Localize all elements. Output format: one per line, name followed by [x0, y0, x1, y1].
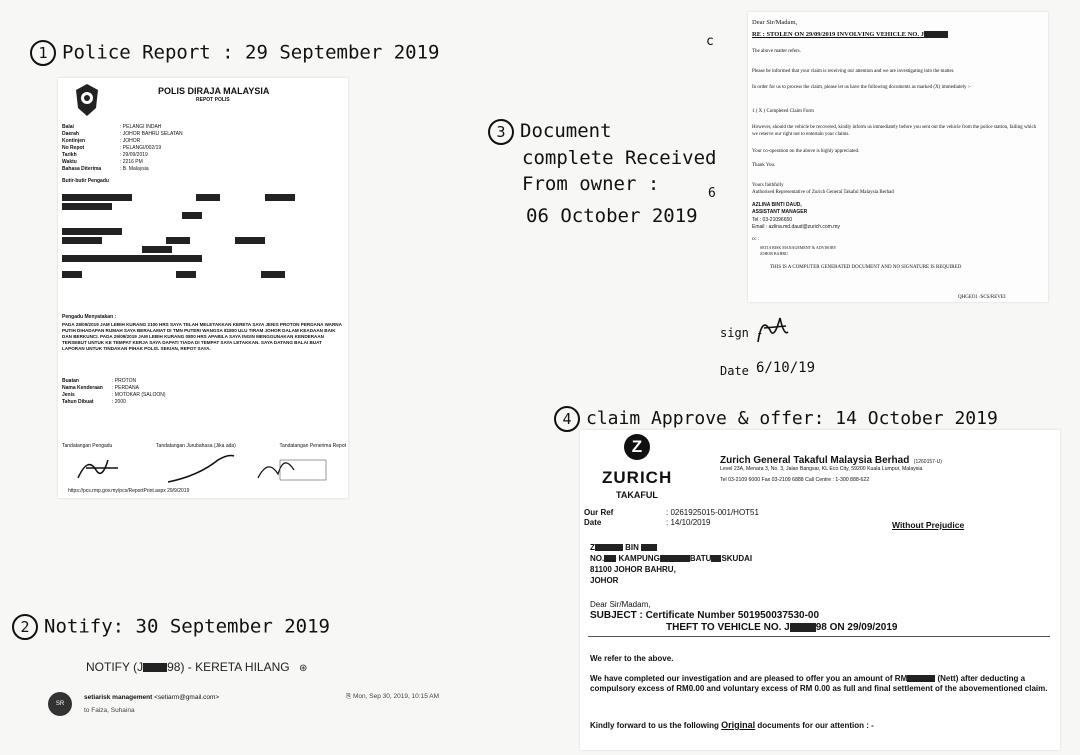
field-value: : 2216 PM [120, 159, 143, 165]
email-date [346, 692, 439, 701]
zurich-p2-end: (Nett) after deducting a compulsory excess of RM0.00 and voluntary excess of RM 0.00 as full and final settlement of the abovementioned claim. [590, 674, 1048, 693]
annotation-documents-text3: From owner : [522, 172, 660, 195]
annotation-number-3: 3 [488, 119, 514, 145]
zurich-subject [590, 610, 897, 634]
letter-re [752, 30, 948, 39]
field-key: Kontinjen [62, 138, 86, 144]
letter-title: ASSISTANT MANAGER [752, 209, 808, 215]
addr-line4: JOHOR [590, 576, 619, 585]
handwritten-date-label: Date - [720, 364, 764, 378]
zurich-ref-block [584, 508, 759, 528]
field-row [62, 166, 222, 173]
sig-label: Tandatangan Penerima Repot [279, 443, 346, 449]
letter-computer-generated: THIS IS A COMPUTER GENERATED DOCUMENT AND NO SIGNATURE IS REQUIRED [770, 265, 962, 270]
field-row [62, 159, 222, 166]
field-key: No Repot [62, 145, 85, 151]
redaction [711, 555, 721, 562]
letter-salutation: Dear Sir/Madam, [752, 19, 798, 26]
field-value: : B. Malaysia [120, 166, 149, 172]
letter-p5: Your co-operation on the above is highly appreciated. [752, 149, 860, 154]
annotation-documents-line1 [488, 118, 716, 145]
email-sender-address: <setiarm@gmail.com> [154, 694, 220, 701]
zurich-p2-start: We have completed our investigation and are pleased to offer you an amount of RM [590, 674, 908, 683]
annotation-number-4: 4 [554, 406, 580, 432]
redaction [924, 31, 948, 38]
letter-cc1: SETIA RISK MANAGEMENT & ADVISORY [760, 245, 837, 250]
field-value: : PELANGI/002/19 [120, 145, 162, 151]
margin-note-c: c [706, 34, 714, 49]
acknowledgement-letter [748, 12, 1048, 302]
addr-line1b: BIN [625, 543, 639, 552]
annotation-documents-text1: Document [520, 120, 612, 142]
email-date-text: Mon, Sep 30, 2019, 10:15 AM [353, 693, 440, 700]
annotation-claim-approve-text: claim Approve & offer: 14 October 2019 [586, 408, 998, 429]
label-tag-icon: ⊛ [298, 663, 308, 674]
annotation-police-report [30, 40, 440, 66]
zurich-brand: ZURICH [602, 468, 673, 487]
field-value: : PERDANA [112, 385, 139, 391]
field-key: Waktu [62, 159, 77, 165]
zurich-p3-start: Kindly forward to us the following [590, 721, 719, 730]
theft-text: THEFT TO VEHICLE NO. J [666, 622, 790, 633]
zurich-address: Level 23A, Menara 3, No. 3, Jalan Bangsar, KL Eco City, 59200 Kuala Lumpur, Malaysia [720, 466, 923, 472]
field-value: : MOTOKAR (SALOON) [112, 392, 166, 398]
police-redacted-block [62, 186, 342, 275]
redaction [595, 544, 623, 551]
field-key: Bahasa Diterima [62, 166, 102, 172]
letter-item: 1 ( X ) Completed Claim Form [752, 109, 814, 114]
annotation-claim-approve [554, 406, 998, 432]
theft-text-end: 98 ON 29/09/2019 [815, 622, 898, 633]
addr-line2a: NO. [590, 554, 605, 563]
recipient-address [590, 542, 752, 586]
annotation-documents-text4: 06 October 2019 [526, 204, 698, 227]
field-key: Tahun Dibuat [62, 399, 94, 405]
annotation-notify-text: Notify: 30 September 2019 [44, 615, 330, 638]
redaction [790, 623, 816, 632]
sig-label: Tandatangan Pengadu [62, 443, 113, 449]
field-row [62, 399, 212, 406]
sig-label: Tandatangan Jurubahasa (Jika ada) [156, 443, 236, 449]
annotation-number-2: 2 [12, 614, 38, 640]
zurich-takaful: TAKAFUL [616, 490, 658, 500]
letter-p1: The above matter refers. [752, 49, 801, 54]
letter-p3: In order for us to process the claim, please let us have the following documents as marked (X) immediately :- [752, 85, 971, 90]
letter-faith: Yours faithfully [752, 183, 784, 188]
handwritten-date-value: 6/10/19 [756, 360, 816, 376]
police-fields [62, 124, 222, 173]
letter-p2: Please be informed that your claim is receiving our attention and we are investigating into the matter. [752, 69, 955, 74]
letter-name: AZLINA BINTI DAUD, [752, 202, 802, 208]
field-value: : 29/09/2019 [120, 152, 148, 158]
field-key: Tarikh [62, 152, 77, 158]
annotation-police-report-text: Police Report : 29 September 2019 [62, 41, 440, 64]
field-key: Balai [62, 124, 74, 130]
addr-line2d: SKUDAI [721, 554, 753, 563]
email-sender: setiarisk management [84, 694, 153, 701]
field-value: : PROTON [112, 378, 137, 384]
field-row [62, 131, 222, 138]
letter-re-text: RE : STOLEN ON 29/09/2019 INVOLVING VEHICLE NO. J [752, 31, 924, 38]
police-vehicle-fields [62, 378, 212, 406]
subject-underline [588, 636, 1050, 637]
field-row [62, 152, 222, 159]
police-title: POLIS DIRAJA MALAYSIA [158, 86, 270, 96]
addr-line3: 81100 JOHOR BAHRU, [590, 565, 676, 574]
police-report-document [58, 78, 348, 498]
letter-p4: However, should the vehicle be recovered, kindly inform us immediately before you sent out the vehicle from the police station, failing which we reserve our right not to entertain your claims. [752, 125, 1037, 137]
field-value: : JOHOR BAHRU SELATAN [120, 131, 183, 137]
without-prejudice: Without Prejudice [892, 520, 965, 530]
email-sender-line [84, 693, 219, 702]
police-logo [72, 82, 102, 118]
zurich-p1: We refer to the above. [590, 654, 674, 663]
redaction [641, 544, 657, 551]
redaction [907, 675, 935, 682]
margin-note-6: 6 [708, 186, 716, 201]
field-row [62, 385, 212, 392]
zurich-logo-icon: Z [624, 434, 650, 460]
field-key: Jenis [62, 392, 75, 398]
annotation-documents-text2: complete Received [522, 146, 717, 169]
annotation-notify [12, 614, 330, 640]
field-key: Nama Kenderaan [62, 385, 103, 391]
addr-line1a: Z [590, 543, 595, 552]
redaction [604, 555, 616, 562]
zurich-p3 [590, 720, 874, 730]
handwritten-signature [752, 312, 794, 346]
email-avatar: SR [48, 692, 72, 716]
field-key: Buatan [62, 378, 79, 384]
field-value: : JOHOR [120, 138, 141, 144]
zurich-p3-end: documents for our attention : - [757, 721, 874, 730]
zurich-company-no: (1260157-U) [913, 459, 942, 465]
subject-key: SUBJECT : [590, 610, 643, 621]
zurich-tel: Tel 03-2109 6000 Fax 03-2109 6888 Call Centre : 1-300 888-622 [720, 477, 870, 483]
field-row [62, 124, 222, 131]
police-subtitle: REPOT POLIS [196, 97, 230, 103]
police-signature-labels [62, 443, 346, 450]
redaction [660, 555, 690, 562]
zurich-p2 [590, 674, 1054, 694]
zurich-p3-original: Original [721, 720, 756, 730]
annotation-number-1: 1 [30, 40, 56, 66]
police-section-statement: Pengadu Menyatakan : [62, 314, 117, 320]
handwritten-sign-label: sign - [720, 326, 764, 340]
addr-line2b: KAMPUNG [618, 554, 660, 563]
annotation-documents [488, 118, 716, 229]
field-row [62, 145, 222, 152]
letter-tel: Tel : 03-21096650 [752, 217, 793, 223]
attachment-icon: ⎘ [346, 693, 352, 700]
date-key: Date [584, 518, 602, 527]
field-row [62, 378, 212, 385]
letter-auth: Authorised Representative of Zurich General Takaful Malaysia Berhad [752, 190, 894, 195]
field-row [62, 392, 212, 399]
email-recipients: to Faiza, Suhaina [84, 707, 135, 714]
zurich-company-name: Zurich General Takaful Malaysia Berhad [720, 455, 910, 466]
letter-thanks: Thank You. [752, 163, 776, 168]
redaction [143, 663, 167, 672]
letter-ref: QHGEO1 /SCS/REVEI [958, 295, 1006, 300]
email-subject [86, 660, 307, 674]
letter-cc2: JOHOR BAHRU [760, 251, 788, 256]
field-key: Daerah [62, 131, 79, 137]
email-subject-start: NOTIFY (J [86, 660, 144, 674]
field-value: : PELANGI INDAH [120, 124, 162, 130]
zurich-offer-letter [580, 430, 1060, 750]
police-signatures [58, 450, 348, 486]
letter-cc: cc : [752, 237, 760, 242]
addr-line2c: BATU [689, 554, 712, 563]
field-value: : 2000 [112, 399, 126, 405]
subject-value: Certificate Number 501950037530-00 [645, 610, 820, 621]
police-section-complainant: Butir-butir Pengadu [62, 178, 109, 184]
police-statement: PADA 28/09/2019 JAM LEBIH KURANG 2100 HRS SAYA TELAH MELETAKKAN KERETA SAYA JENIS PROTON PERDANA WARNA PUTIH DIHADAPAN RUMAH SAYA BERALAMAT DI TMN PUTERI WANGSA 81800 ULU TIRAM JOHOR DALAM KEADAAN BAIK DAN BERKUNCI. PADA 29/09/2019 JAM LEBIH KURANG 0800 HRS APABILA SAYA INGIN MENGGUNAKAN KENDERAAN TERSEBUT UNTUK KE TEMPAT KERJA SAYA DAPATI TIADA DI TEMPAT SAYA LETAKKAN. SAYA DATANG BALAI BUAT LAPORAN UNTUK TINDAKAN PIHAK POLIS. SEKIAN, REPOT SAYA. [62, 322, 342, 351]
our-ref-key: Our Ref [584, 508, 614, 517]
date-value: : 14/10/2019 [666, 518, 711, 527]
field-row [62, 138, 222, 145]
email-subject-end: 98) - KERETA HILANG [167, 660, 290, 674]
our-ref-value: : 0261925015-001/HOT51 [666, 508, 759, 517]
zurich-dear: Dear Sir/Madam, [590, 600, 651, 609]
police-url: https://pcs.rmp.gov.my/pcs/ReportPrint.aspx 29/9/2019 [68, 488, 190, 494]
letter-email: Email : azlina.md.daud@zurich.com.my [752, 224, 840, 230]
